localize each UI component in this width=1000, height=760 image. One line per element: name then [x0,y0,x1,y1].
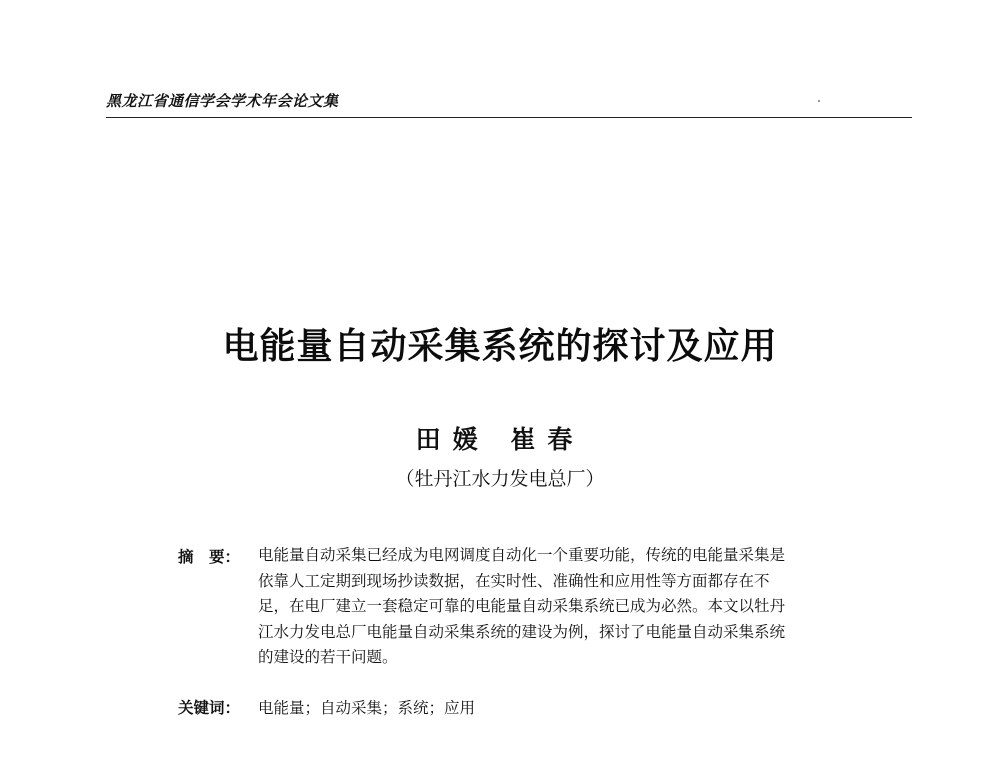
abstract-line: 的建设的若干问题。 [258,648,398,666]
running-header: 黑龙江省通信学会学术年会论文集 [106,92,339,110]
abstract-line: 电能量自动采集已经成为电网调度自动化一个重要功能，传统的电能量采集是 [258,546,786,564]
abstract-line: 江水力发电总厂电能量自动采集系统的建设为例，探讨了电能量自动采集系统 [258,622,786,641]
scan-speck [818,100,820,102]
keywords-text: 电能量；自动采集；系统；应用 [258,699,476,717]
abstract-line: 足，在电厂建立一套稳定可靠的电能量自动采集系统已成为必然。本文以牡丹 [258,597,786,615]
author-affiliation: （牡丹江水力发电总厂） [395,468,605,490]
abstract-line: 依靠人工定期到现场抄读数据，在实时性、准确性和应用性等方面都存在不 [258,571,770,590]
paper-authors: 田媛 崔春 [415,425,585,454]
paper-title: 电能量自动采集系统的探讨及应用 [222,325,778,367]
keywords-label: 关键词： [178,699,241,717]
abstract-label: 摘 要： [178,548,241,566]
header-rule [106,117,912,118]
abstract-text [258,543,858,671]
